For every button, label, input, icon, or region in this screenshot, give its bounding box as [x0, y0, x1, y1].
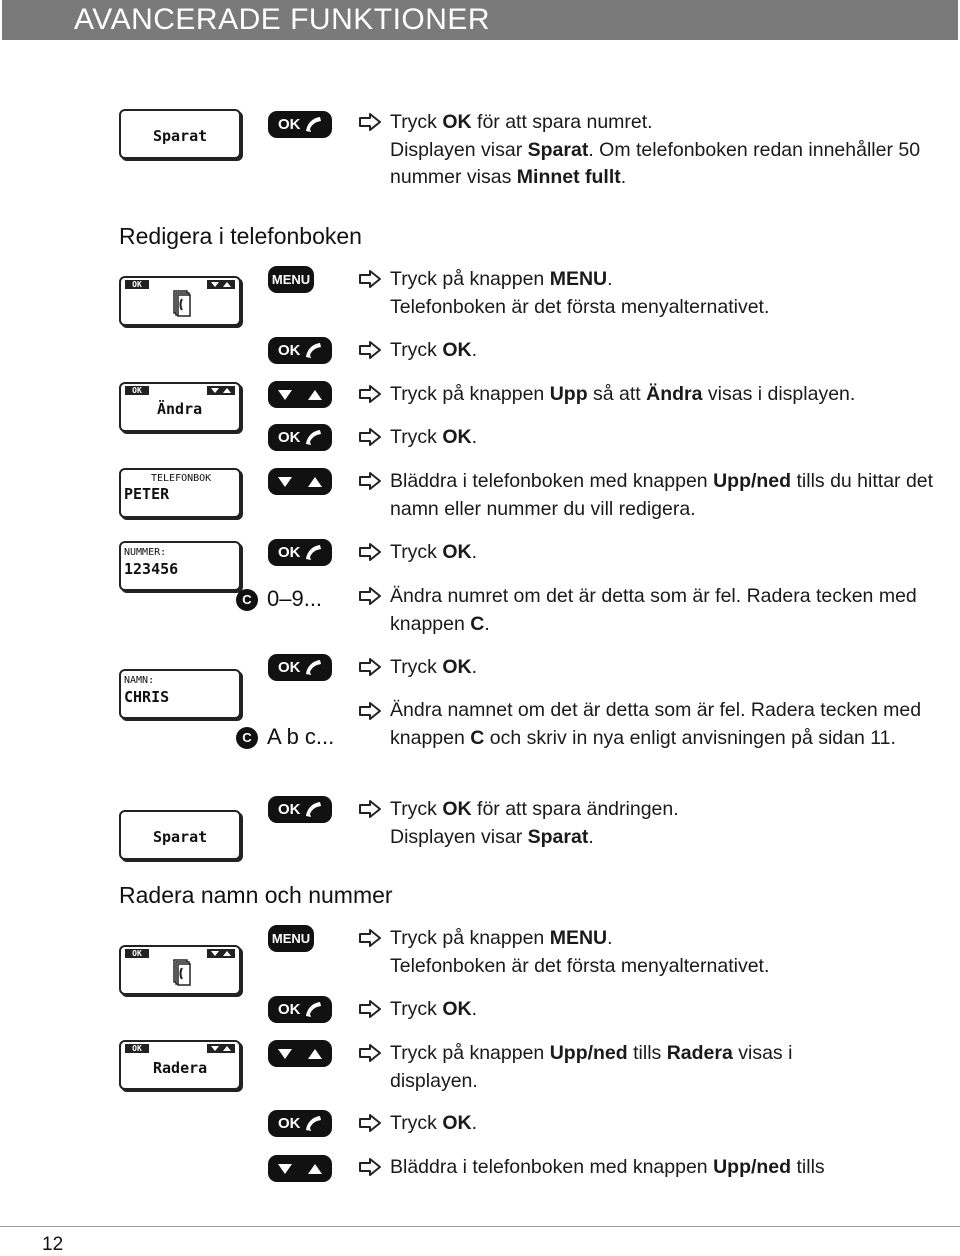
ok-key	[268, 424, 332, 451]
arrow-icon	[358, 799, 382, 819]
phone-display-name	[119, 669, 241, 719]
instruction-15: Tryck OK.	[390, 1112, 478, 1134]
arrow-icon	[358, 1157, 382, 1177]
instruction-8: Ändra numret om det är detta som är fel. Radera tecken med knappen C.	[390, 585, 917, 635]
ok-key	[268, 996, 332, 1023]
ok-key	[268, 1110, 332, 1137]
up-down-key	[268, 468, 332, 495]
display-arrows	[207, 949, 235, 958]
header-bar	[2, 0, 958, 40]
c-key: C	[236, 589, 258, 611]
arrow-icon	[358, 542, 382, 562]
handset-icon	[303, 1000, 323, 1018]
ok-key-label: OK	[278, 1001, 301, 1018]
display-text: Radera	[153, 1059, 208, 1077]
instruction-5: Tryck OK.	[390, 426, 478, 448]
display-text: Sparat	[153, 127, 208, 145]
up-down-arrows-icon	[268, 468, 332, 495]
section-heading-edit: Redigera i telefonboken	[119, 223, 362, 249]
ok-key	[268, 111, 332, 138]
phone-display-radera	[119, 1040, 241, 1090]
menu-key: MENU	[268, 925, 314, 952]
arrow-icon	[358, 999, 382, 1019]
phone-display-andra	[119, 382, 241, 432]
section-heading-delete: Radera namn och nummer	[119, 882, 393, 908]
phone-display-peter	[119, 468, 241, 518]
ok-key	[268, 337, 332, 364]
phonebook-icon	[173, 290, 191, 318]
ok-key	[268, 654, 332, 681]
arrow-icon	[358, 1113, 382, 1133]
instruction-4: Tryck på knappen Upp så att Ändra visas i displayen.	[390, 383, 856, 405]
handset-icon	[303, 428, 323, 446]
instruction-12: Tryck på knappen MENU. Telefonboken är det första menyalternativet.	[390, 927, 770, 977]
instruction-7: Tryck OK.	[390, 541, 478, 563]
up-down-arrows-icon	[268, 381, 332, 408]
menu-key: MENU	[268, 266, 314, 293]
arrow-icon	[358, 701, 382, 721]
phone-display-saved	[119, 810, 241, 860]
ok-key-label: OK	[278, 544, 301, 561]
display-arrows	[207, 280, 235, 289]
phone-display-saved	[119, 109, 241, 159]
display-text: Sparat	[153, 828, 208, 846]
display-label: NUMMER:	[124, 547, 167, 558]
phone-display-phonebook	[119, 945, 241, 995]
arrow-icon	[358, 340, 382, 360]
instruction-3: Tryck OK.	[390, 339, 478, 361]
display-text: PETER	[124, 485, 170, 503]
phone-display-phonebook	[119, 276, 241, 326]
instruction-2: Tryck på knappen MENU. Telefonboken är det första menyalternativet.	[390, 268, 770, 318]
display-ok-tag: OK	[125, 1044, 149, 1053]
up-down-arrows-icon	[268, 1040, 332, 1067]
handset-icon	[303, 1114, 323, 1132]
display-arrows	[207, 1044, 235, 1053]
ok-key-label: OK	[278, 659, 301, 676]
instruction-14: Tryck på knappen Upp/ned tills Radera visas i displayen.	[390, 1042, 793, 1092]
ok-key-label: OK	[278, 801, 301, 818]
handset-icon	[303, 341, 323, 359]
ok-key-label: OK	[278, 1115, 301, 1132]
display-ok-tag: OK	[125, 949, 149, 958]
up-down-key	[268, 1155, 332, 1182]
page-title: AVANCERADE FUNKTIONER	[74, 3, 491, 36]
instruction-10: Ändra namnet om det är detta som är fel. Radera tecken med knappen C och skriv in nya enligt anvisningen på sidan 11.	[390, 699, 922, 749]
up-down-key	[268, 381, 332, 408]
footer-rule	[0, 1226, 960, 1227]
handset-icon	[303, 543, 323, 561]
up-down-key	[268, 1040, 332, 1067]
display-ok-tag: OK	[125, 280, 149, 289]
phone-display-number	[119, 541, 241, 591]
arrow-icon	[358, 269, 382, 289]
phonebook-icon	[173, 959, 191, 987]
arrow-icon	[358, 384, 382, 404]
handset-icon	[303, 658, 323, 676]
arrow-icon	[358, 471, 382, 491]
page-number: 12	[42, 1234, 64, 1255]
arrow-icon	[358, 586, 382, 606]
display-arrows	[207, 386, 235, 395]
letter-keys-label: A b c...	[267, 724, 335, 749]
handset-icon	[303, 800, 323, 818]
digit-keys-label: 0–9...	[267, 586, 323, 611]
ok-key-label: OK	[278, 342, 301, 359]
arrow-icon	[358, 427, 382, 447]
display-text: Ändra	[157, 400, 203, 418]
display-text: 123456	[124, 560, 179, 578]
arrow-icon	[358, 112, 382, 132]
ok-key-label: OK	[278, 116, 301, 133]
arrow-icon	[358, 1043, 382, 1063]
ok-key	[268, 796, 332, 823]
display-label: NAMN:	[124, 675, 155, 686]
display-ok-tag: OK	[125, 386, 149, 395]
instruction-1: Tryck OK för att spara numret. Displayen visar Sparat. Om telefonboken redan innehåller 50 nummer visas Minnet fullt.	[390, 111, 921, 188]
instruction-6: Bläddra i telefonboken med knappen Upp/ned tills du hittar det namn eller nummer du vill redigera.	[390, 470, 934, 520]
instruction-13: Tryck OK.	[390, 998, 478, 1020]
instruction-9: Tryck OK.	[390, 656, 478, 678]
arrow-icon	[358, 928, 382, 948]
ok-key	[268, 539, 332, 566]
arrow-icon	[358, 657, 382, 677]
instruction-11: Tryck OK för att spara ändringen. Displayen visar Sparat.	[390, 798, 679, 848]
up-down-arrows-icon	[268, 1155, 332, 1182]
ok-key-label: OK	[278, 429, 301, 446]
c-key: C	[236, 727, 258, 749]
handset-icon	[303, 115, 323, 133]
display-label: TELEFONBOK	[151, 473, 212, 484]
instruction-16: Bläddra i telefonboken med knappen Upp/ned tills	[390, 1156, 825, 1178]
display-text: CHRIS	[124, 688, 170, 706]
